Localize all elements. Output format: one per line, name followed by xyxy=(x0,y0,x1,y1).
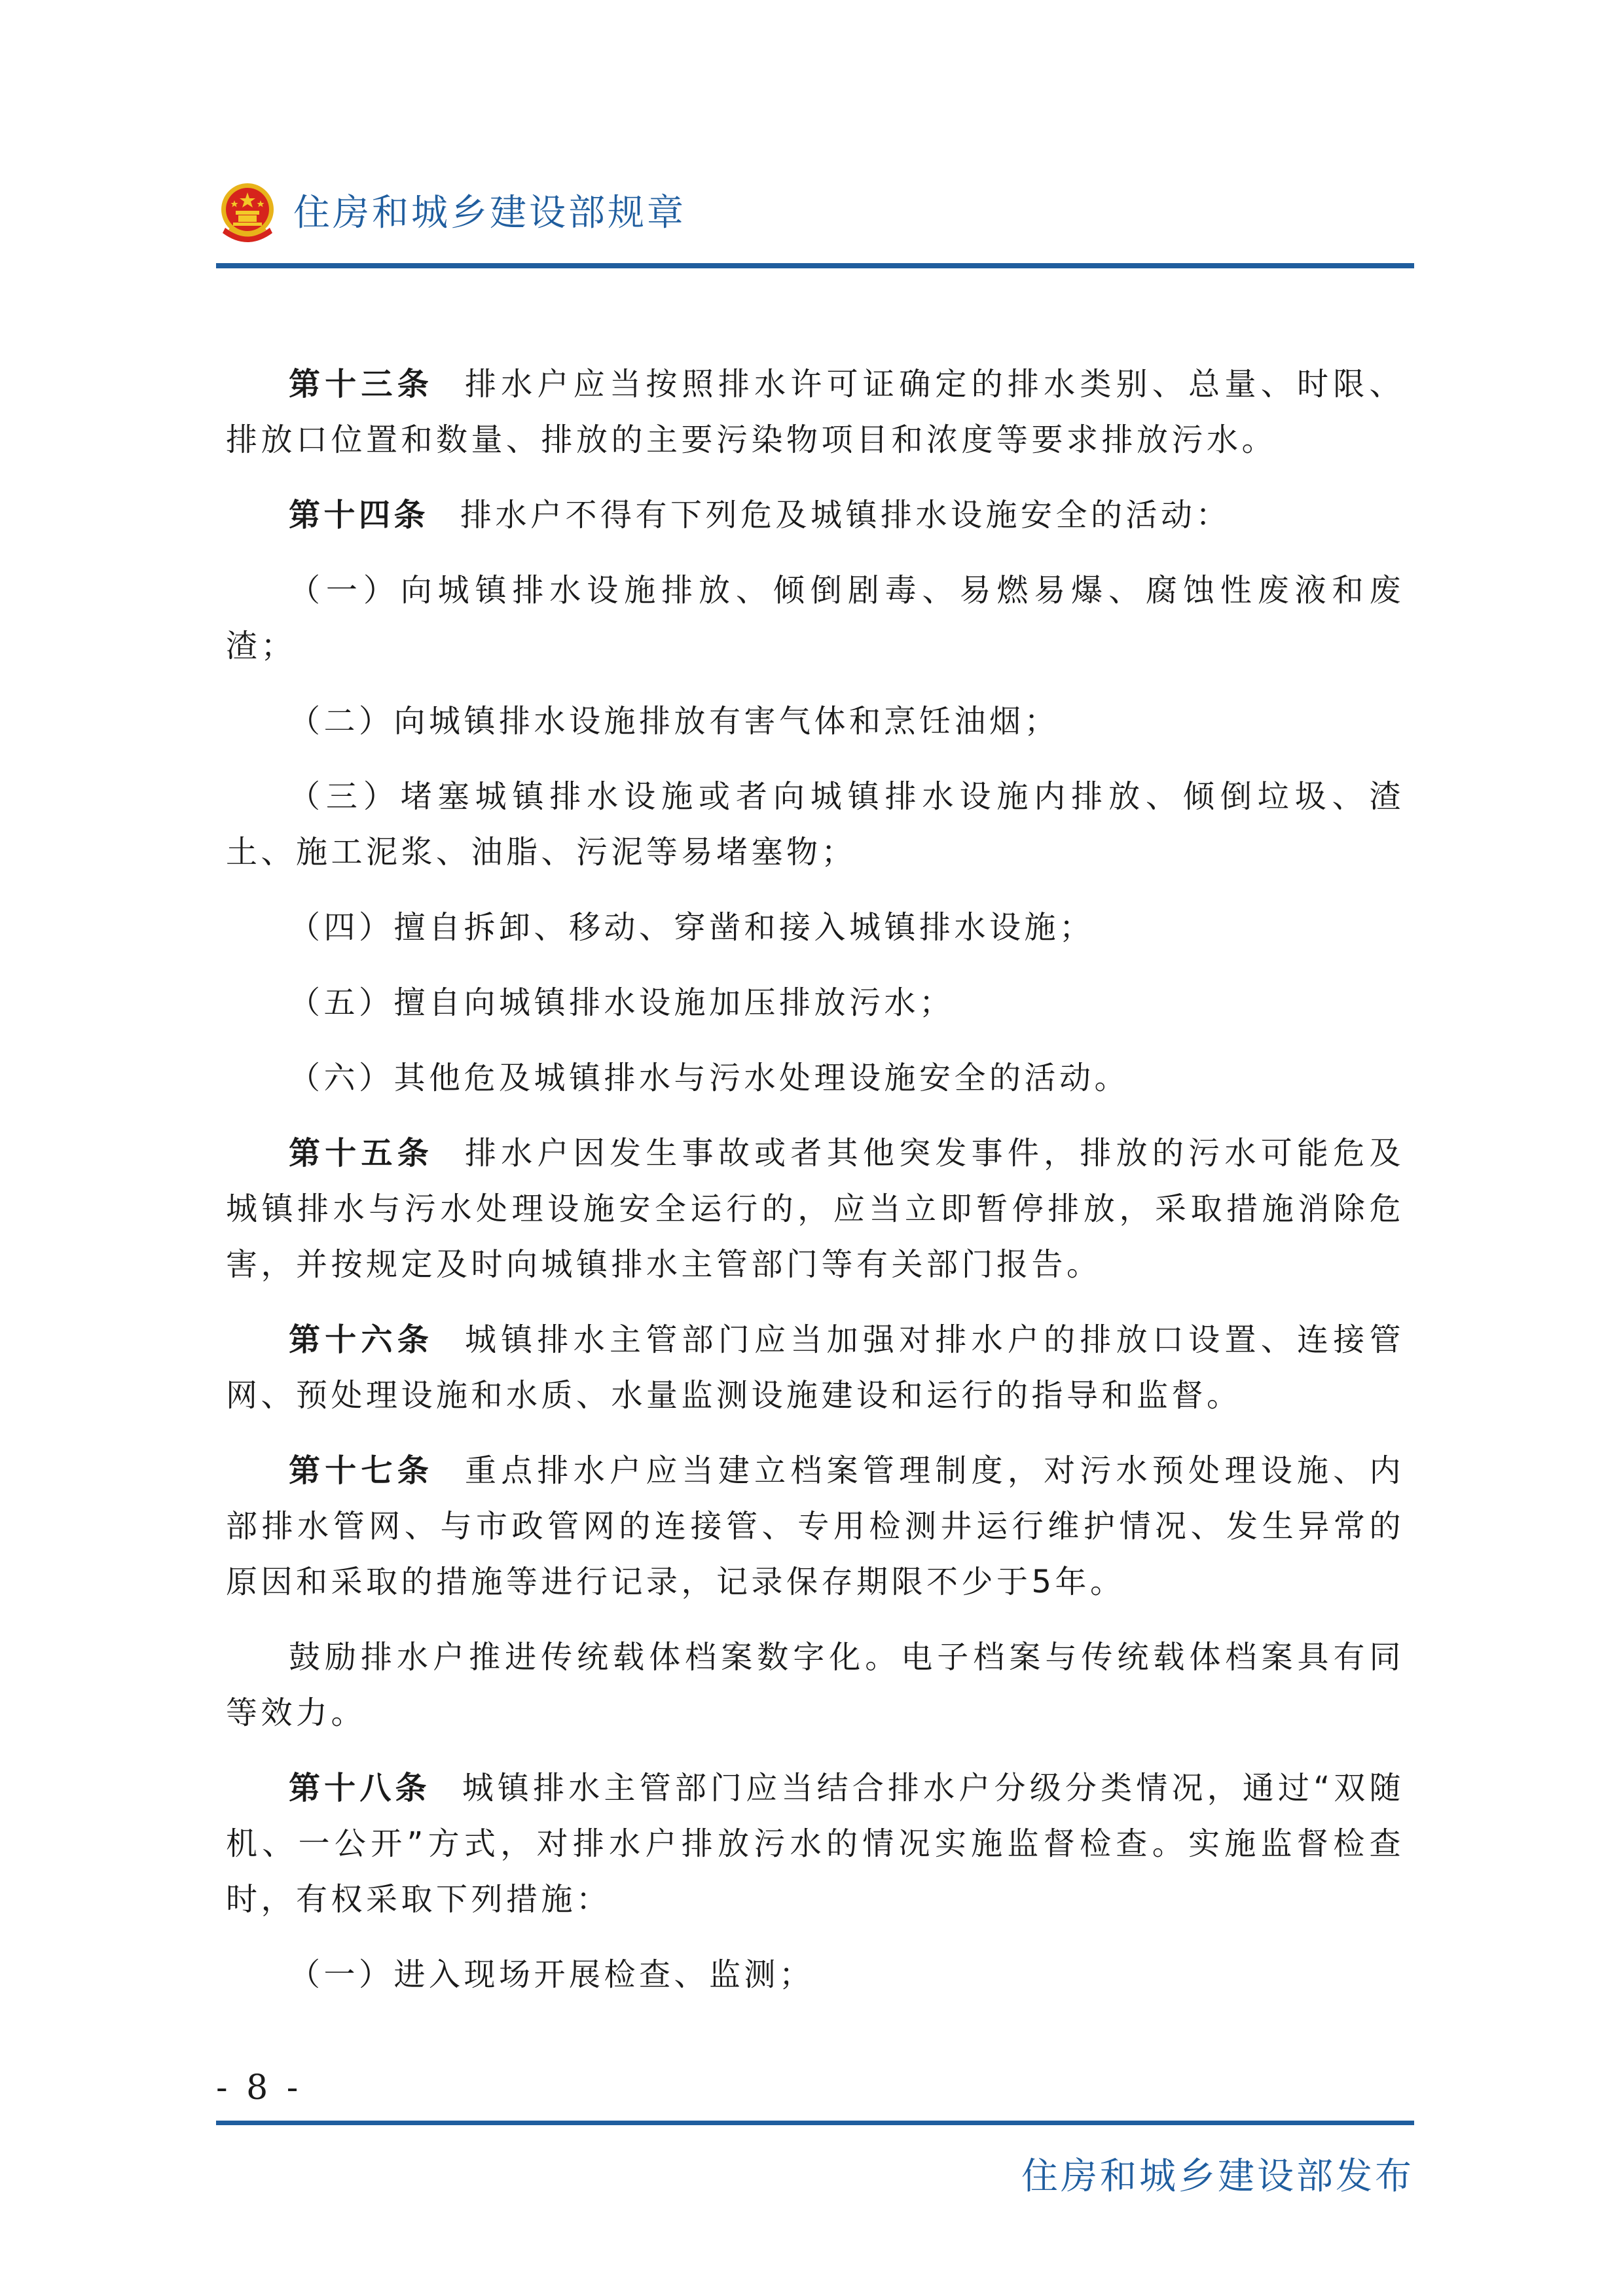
list-item xyxy=(226,1050,1404,1106)
list-item-text: （一）进入现场开展检查、监测； xyxy=(289,1956,814,1993)
article-number: 第十七条 xyxy=(289,1452,434,1489)
page-number: - 8 - xyxy=(216,2068,302,2108)
list-item-text: （四）擅自拆卸、移动、穿凿和接入城镇排水设施； xyxy=(289,909,1095,946)
national-emblem-icon xyxy=(216,179,279,247)
list-item-text: （二）向城镇排水设施排放有害气体和烹饪油烟； xyxy=(289,703,1060,740)
list-item xyxy=(226,1947,1404,2003)
article-17 xyxy=(226,1443,1404,1610)
article-17-paragraph-2 xyxy=(226,1630,1404,1741)
list-item xyxy=(226,900,1404,956)
article-18 xyxy=(226,1761,1404,1928)
article-text: 鼓励排水户推进传统载体档案数字化。电子档案与传统载体档案具有同等效力。 xyxy=(226,1639,1404,1731)
article-text: 排水户因发生事故或者其他突发事件，排放的污水可能危及城镇排水与污水处理设施安全运行的，应当立即暂停排放，采取措施消除危害，并按规定及时向城镇排水主管部门等有关部门报告。 xyxy=(226,1135,1404,1283)
article-15 xyxy=(226,1126,1404,1293)
article-text: 排水户应当按照排水许可证确定的排水类别、总量、时限、排放口位置和数量、排放的主要污染物项目和浓度等要求排放污水。 xyxy=(226,366,1404,458)
list-item xyxy=(226,769,1404,880)
header-divider xyxy=(216,263,1414,268)
article-number: 第十五条 xyxy=(289,1135,434,1172)
footer-divider xyxy=(216,2121,1414,2125)
list-item-text: （一）向城镇排水设施排放、倾倒剧毒、易燃易爆、腐蚀性废液和废渣； xyxy=(226,572,1404,664)
footer-publisher: 住房和城乡建设部发布 xyxy=(1021,2155,1414,2198)
article-text: 排水户不得有下列危及城镇排水设施安全的活动： xyxy=(460,497,1231,533)
article-16 xyxy=(226,1312,1404,1424)
article-13 xyxy=(226,357,1404,468)
list-item-text: （三）堵塞城镇排水设施或者向城镇排水设施内排放、倾倒垃圾、渣土、施工泥浆、油脂、污泥等易堵塞物； xyxy=(226,778,1404,870)
page-header xyxy=(216,177,1414,268)
list-item xyxy=(226,563,1404,674)
article-text: 重点排水户应当建立档案管理制度，对污水预处理设施、内部排水管网、与市政管网的连接管、专用检测井运行维护情况、发生异常的原因和采取的措施等进行记录，记录保存期限不少于5年。 xyxy=(226,1452,1404,1600)
list-item-text: （六）其他危及城镇排水与污水处理设施安全的活动。 xyxy=(289,1060,1130,1096)
article-number: 第十三条 xyxy=(289,366,434,403)
list-item-text: （五）擅自向城镇排水设施加压排放污水； xyxy=(289,984,955,1021)
article-text: 城镇排水主管部门应当结合排水户分级分类情况，通过“双随机、一公开”方式，对排水户排放污水的情况实施监督检查。实施监督检查时，有权采取下列措施： xyxy=(226,1770,1404,1918)
list-item xyxy=(226,975,1404,1031)
header-title: 住房和城乡建设部规章 xyxy=(293,192,686,234)
article-number: 第十四条 xyxy=(289,497,429,533)
article-14 xyxy=(226,488,1404,543)
list-item xyxy=(226,694,1404,749)
article-number: 第十六条 xyxy=(289,1321,434,1358)
article-body xyxy=(226,357,1404,2022)
article-number: 第十八条 xyxy=(289,1770,431,1806)
article-text: 城镇排水主管部门应当加强对排水户的排放口设置、连接管网、预处理设施和水质、水量监测设施建设和运行的指导和监督。 xyxy=(226,1321,1404,1414)
